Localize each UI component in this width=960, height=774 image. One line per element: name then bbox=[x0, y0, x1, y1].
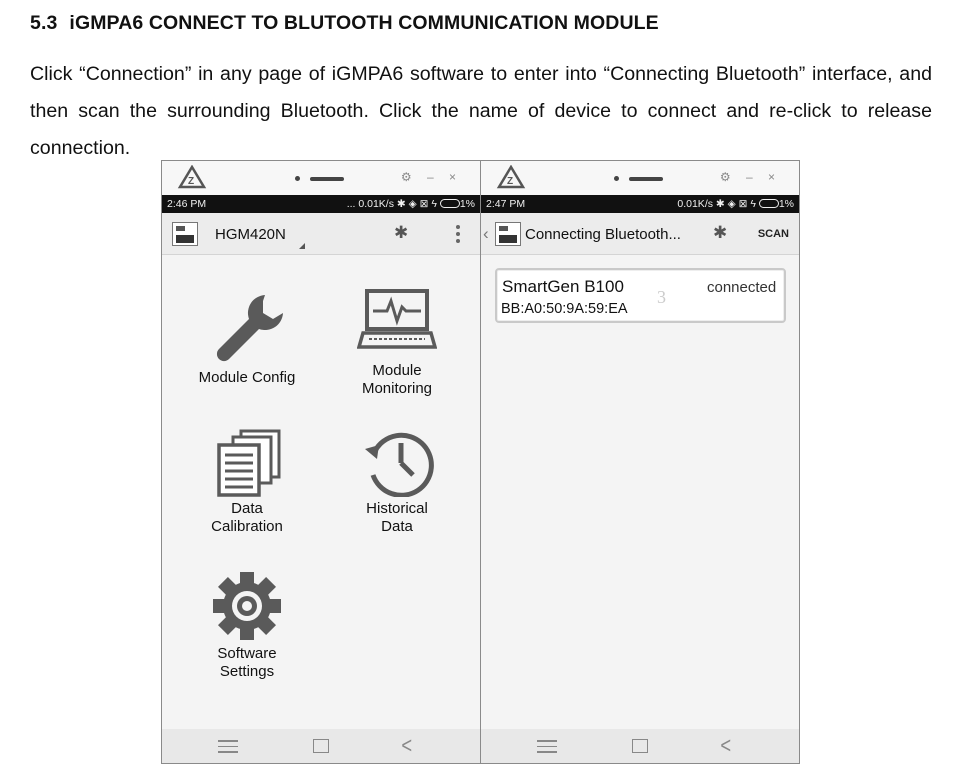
speaker-pill bbox=[629, 177, 663, 181]
home-icon[interactable] bbox=[632, 739, 648, 753]
status-info: ... 0.01K/s ✱ ◈ ⊠ ϟ bbox=[346, 198, 437, 210]
menu-icon[interactable] bbox=[537, 740, 557, 757]
connecting-bluetooth-screenshot bbox=[480, 160, 800, 764]
section-number: 5.3 bbox=[30, 12, 58, 34]
tile-data-calibration[interactable] bbox=[172, 429, 322, 536]
status-time: 2:46 PM bbox=[167, 198, 207, 210]
device-name: SmartGen B100 bbox=[502, 277, 624, 296]
section-title: iGMPA6 CONNECT TO BLUTOOTH COMMUNICATION MODULE bbox=[69, 12, 659, 34]
window-controls[interactable]: ⚙ – × bbox=[400, 170, 462, 184]
battery-percent: 1% bbox=[778, 198, 794, 210]
module-icon bbox=[172, 222, 198, 246]
window-controls[interactable]: ⚙ – × bbox=[719, 170, 781, 184]
camera-dot bbox=[614, 176, 619, 181]
scan-button[interactable]: SCAN bbox=[757, 228, 789, 240]
tile-module-monitoring[interactable] bbox=[322, 289, 472, 398]
tile-label: Module Config bbox=[198, 369, 296, 386]
battery-icon bbox=[440, 199, 460, 208]
status-time: 2:47 PM bbox=[486, 198, 526, 210]
speaker-pill bbox=[310, 177, 344, 181]
app-bar bbox=[162, 213, 480, 255]
tile-label: Software Settings bbox=[217, 645, 277, 680]
tile-label: Module Monitoring bbox=[361, 362, 433, 397]
section-heading bbox=[30, 12, 659, 35]
app-logo-icon bbox=[496, 165, 526, 189]
tile-label: Data Calibration bbox=[211, 500, 283, 535]
main-menu-screenshot bbox=[161, 160, 481, 764]
wrench-icon bbox=[207, 289, 287, 369]
history-clock-icon bbox=[357, 429, 437, 497]
status-indicators bbox=[677, 198, 794, 210]
device-ghost-mark: 3 bbox=[657, 287, 666, 307]
documents-icon bbox=[207, 429, 287, 497]
status-bar bbox=[481, 195, 799, 213]
app-title[interactable]: HGM420N bbox=[215, 226, 286, 243]
laptop-icon bbox=[357, 289, 437, 351]
back-icon[interactable]: < bbox=[401, 732, 413, 758]
android-nav-bar bbox=[481, 729, 799, 763]
android-nav-bar bbox=[162, 729, 480, 763]
menu-icon[interactable] bbox=[218, 740, 238, 757]
dropdown-corner-icon bbox=[299, 243, 305, 249]
bluetooth-device-item[interactable] bbox=[495, 268, 786, 323]
app-title: Connecting Bluetooth... bbox=[525, 226, 681, 243]
status-bar bbox=[162, 195, 480, 213]
camera-dot bbox=[295, 176, 300, 181]
device-mac-address: BB:A0:50:9A:59:EA bbox=[501, 301, 628, 317]
svg-text:Z: Z bbox=[188, 176, 195, 187]
gear-icon bbox=[207, 571, 287, 641]
app-bar bbox=[481, 213, 799, 255]
status-indicators bbox=[347, 198, 475, 210]
more-options-icon[interactable] bbox=[456, 225, 460, 246]
app-logo-icon bbox=[177, 165, 207, 189]
bluetooth-icon[interactable]: ✱ bbox=[394, 223, 409, 242]
module-icon bbox=[495, 222, 521, 246]
tile-historical-data[interactable] bbox=[322, 429, 472, 536]
window-top-bar bbox=[481, 161, 799, 195]
connection-status: connected bbox=[707, 279, 777, 296]
status-info: 0.01K/s ✱ ◈ ⊠ ϟ bbox=[677, 198, 756, 210]
battery-percent: 1% bbox=[459, 198, 475, 210]
back-icon[interactable]: < bbox=[720, 732, 732, 758]
instruction-paragraph: Click “Connection” in any page of iGMPA6 software to enter into “Connecting Bluetooth” interface, and then scan the surrounding Bluetooth. Click the name of device to connect and re-click to release connection. bbox=[30, 63, 932, 159]
window-top-bar bbox=[162, 161, 480, 195]
tile-module-config[interactable] bbox=[172, 289, 322, 387]
bluetooth-icon[interactable]: ✱ bbox=[713, 223, 728, 242]
battery-icon bbox=[759, 199, 779, 208]
home-icon[interactable] bbox=[313, 739, 329, 753]
tile-software-settings[interactable] bbox=[172, 571, 322, 681]
back-chevron-icon[interactable]: ‹ bbox=[483, 224, 489, 243]
tile-label: Historical Data bbox=[366, 500, 428, 535]
svg-text:Z: Z bbox=[507, 176, 514, 187]
